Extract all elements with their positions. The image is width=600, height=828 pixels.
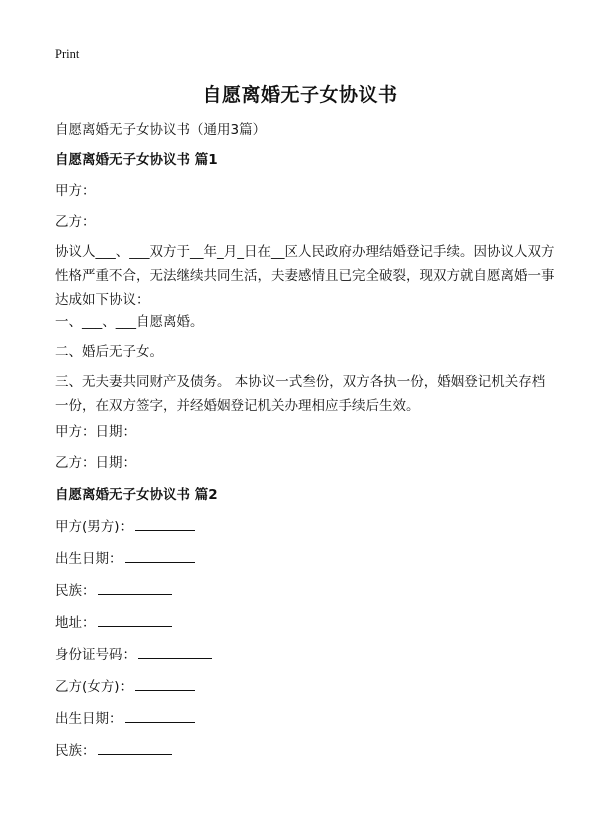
field-blank-husband[interactable]	[135, 516, 195, 531]
section1-sign-party-b: 乙方：日期：	[55, 455, 136, 471]
section2-field-row	[55, 740, 172, 761]
field-blank-ethnicity-b[interactable]	[98, 740, 172, 755]
document-title: 自愿离婚无子女协议书	[202, 84, 398, 106]
section2-heading: 自愿离婚无子女协议书 篇2	[55, 487, 218, 503]
section1-item-1: 一、___、___自愿离婚。	[55, 314, 204, 330]
field-label-birthdate-b: 出生日期：	[55, 711, 123, 727]
section1-agreement-body: 协议人___、___双方于__年_月_日在__区人民政府办理结婚登记手续。因协议人双方性格严重不合，无法继续共同生活，夫妻感情且已完全破裂，现双方就自愿离婚一事达成如下协议：	[55, 244, 555, 308]
document-subtitle: 自愿离婚无子女协议书（通用3篇）	[55, 122, 267, 138]
section2-field-row	[55, 548, 195, 569]
section1-item-2: 二、婚后无子女。	[55, 344, 163, 360]
field-label-wife: 乙方(女方)：	[55, 679, 134, 695]
section1-sign-party-a: 甲方：日期：	[55, 424, 136, 440]
field-blank-ethnicity-a[interactable]	[98, 580, 172, 595]
section1-party-a: 甲方：	[55, 183, 96, 199]
field-label-address: 地址：	[55, 615, 96, 631]
section2-field-row	[55, 708, 195, 729]
section2-field-row	[55, 644, 212, 665]
field-blank-id-number[interactable]	[138, 644, 212, 659]
field-label-ethnicity-a: 民族：	[55, 583, 96, 599]
section1-party-b: 乙方：	[55, 214, 96, 230]
section2-field-row	[55, 516, 195, 537]
field-label-husband: 甲方(男方)：	[55, 519, 134, 535]
field-blank-birthdate-b[interactable]	[125, 708, 195, 723]
field-blank-birthdate-a[interactable]	[125, 548, 195, 563]
section1-item-3: 三、无夫妻共同财产及债务。 本协议一式叁份，双方各执一份，婚姻登记机关存档一份，在双方签字，并经婚姻登记机关办理相应手续后生效。	[55, 374, 546, 414]
field-blank-address[interactable]	[98, 612, 172, 627]
section1-heading: 自愿离婚无子女协议书 篇1	[55, 152, 218, 168]
print-link[interactable]: Print	[55, 47, 80, 61]
section2-field-row	[55, 676, 195, 697]
section2-field-row	[55, 580, 172, 601]
field-label-id-number: 身份证号码：	[55, 647, 136, 663]
field-label-ethnicity-b: 民族：	[55, 743, 96, 759]
field-blank-wife[interactable]	[135, 676, 195, 691]
field-label-birthdate-a: 出生日期：	[55, 551, 123, 567]
section2-field-row	[55, 612, 172, 633]
